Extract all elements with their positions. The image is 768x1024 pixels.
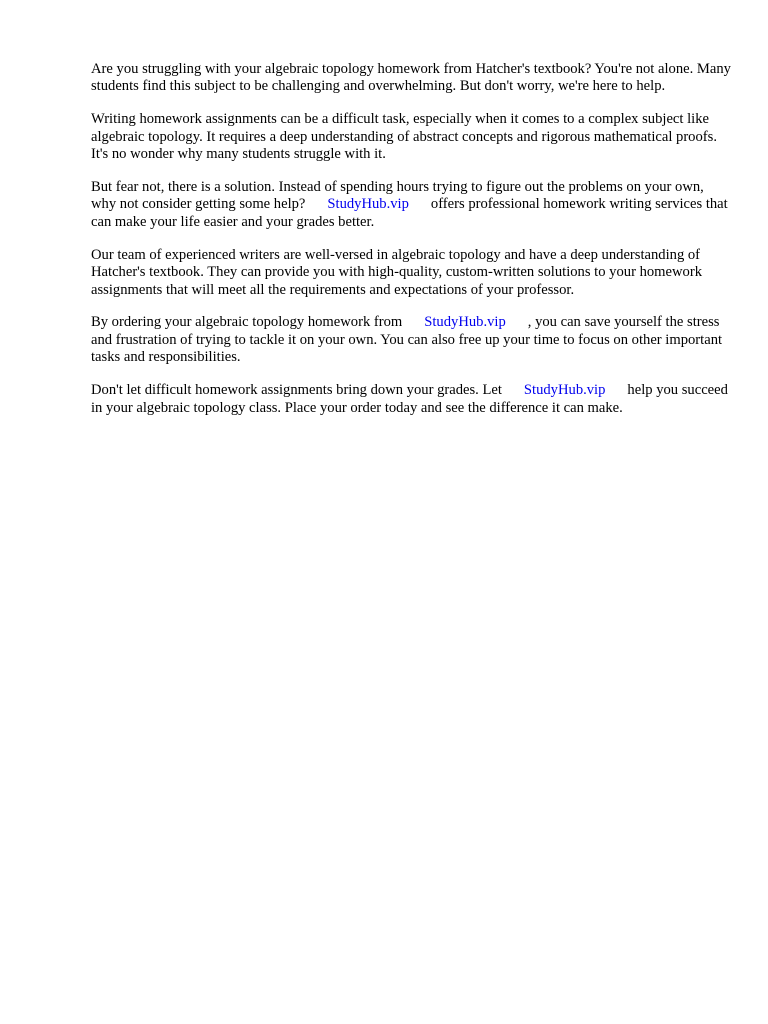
studyhub-link-3[interactable]: StudyHub.vip	[523, 382, 606, 399]
document-body	[91, 61, 731, 417]
paragraph-ordering-text-before: By ordering your algebraic topology homework from	[91, 314, 403, 331]
paragraph-solution	[91, 179, 731, 231]
paragraph-closing-text-before: Don't let difficult homework assignments bring down your grades. Let	[91, 382, 502, 399]
paragraph-closing-text-after: help you succeed in your algebraic topology class. Place your order today and see the difference it can make.	[91, 382, 728, 416]
studyhub-link-2[interactable]: StudyHub.vip	[424, 314, 506, 331]
studyhub-link-1[interactable]: StudyHub.vip	[327, 196, 409, 213]
paragraph-ordering-text-after: , you can save yourself the stress and frustration of trying to tackle it on your own. You can also free up your time to focus on other important tasks and responsibilities.	[91, 314, 723, 366]
paragraph-closing	[91, 382, 731, 417]
paragraph-writers: Our team of experienced writers are well-versed in algebraic topology and have a deep understanding of Hatcher's textbook. They can provide you with high-quality, custom-written solutions to your homework assignments that will meet all the requirements and expectations of your professor.	[91, 246, 702, 298]
paragraph-difficulty: Writing homework assignments can be a difficult task, especially when it comes to a complex subject like algebraic topology. It requires a deep understanding of abstract concepts and rigorous mathematical proofs. It's no wonder why many students struggle with it.	[91, 111, 717, 163]
paragraph-intro: Are you struggling with your algebraic topology homework from Hatcher's textbook? You're not alone. Many students find this subject to be challenging and overwhelming. But don't worry, we're here to help.	[91, 61, 731, 95]
paragraph-solution-text-after: offers professional homework writing services that can make your life easier and your grades better.	[91, 196, 728, 230]
paragraph-ordering	[91, 314, 731, 366]
paragraph-solution-text-before: But fear not, there is a solution. Instead of spending hours trying to figure out the problems on your own, why not consider getting some help?	[91, 179, 704, 213]
